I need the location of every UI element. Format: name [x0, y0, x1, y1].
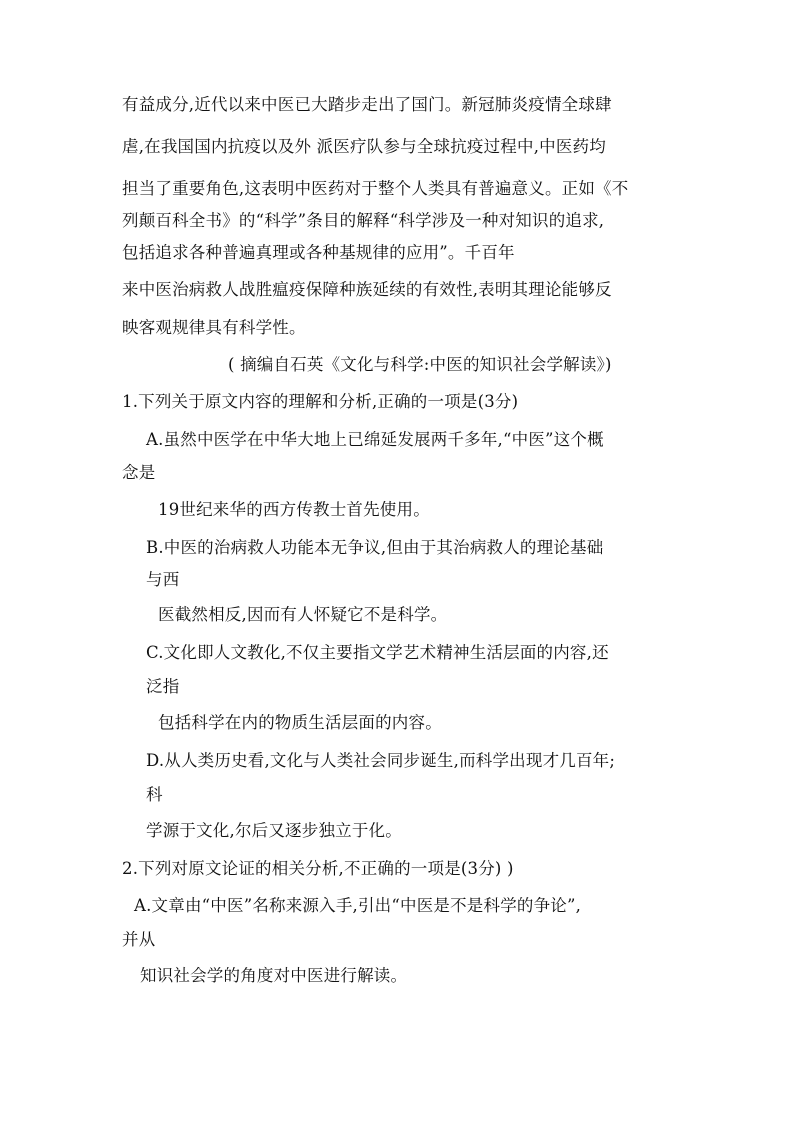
option-line: 并从	[122, 930, 156, 949]
option-line: D.从人类历史看,文化与人类社会同步诞生,而科学出现才几百年;	[146, 751, 616, 770]
passage-line: 虐,在我国国内抗疫以及外 派医疗队参与全球抗疫过程中,中医药均	[122, 137, 606, 156]
option-line: 知识社会学的角度对中医进行解读。	[140, 966, 408, 985]
option-line: A.虽然中医学在中华大地上已绵延发展两千多年,“中医”这个概	[146, 430, 604, 449]
option-line: 医截然相反,因而有人怀疑它不是科学。	[158, 605, 448, 624]
option-line: 包括科学在内的物质生活层面的内容。	[158, 713, 442, 732]
question-stem: 1.下列关于原文内容的理解和分析,正确的一项是(3分)	[122, 392, 519, 411]
passage-line: 列颠百科全书》的“科学”条目的解释“科学涉及一种对知识的追求,	[122, 211, 605, 230]
option-line: 与西	[146, 570, 180, 589]
option-line: 念是	[122, 463, 156, 482]
passage-line: 来中医治病救人战胜瘟疫保障种族延续的有效性,表明其理论能够反	[122, 280, 612, 299]
passage-line: 担当了重要角色,这表明中医药对于整个人类具有普遍意义。正如《不	[122, 179, 629, 198]
passage-line: 有益成分,近代以来中医已大踏步走出了国门。新冠肺炎疫情全球肆	[122, 95, 612, 114]
option-line: 学源于文化,尔后又逐步独立于化。	[146, 821, 402, 840]
option-line: 19世纪来华的西方传教士首先使用。	[158, 500, 430, 519]
passage-line: 包括追求各种普遍真理或各种基规律的应用”。千百年	[122, 243, 515, 262]
option-line: C.文化即人文教化,不仅主要指文学艺术精神生活层面的内容,还	[146, 643, 609, 662]
question-stem: 2.下列对原文论证的相关分析,不正确的一项是(3分) )	[122, 859, 514, 878]
passage-line: 映客观规律具有科学性。	[122, 318, 306, 337]
option-line: A.文章由“中医”名称来源入手,引出“中医是不是科学的争论”,	[134, 896, 582, 915]
option-line: B.中医的治病救人功能本无争议,但由于其治病救人的理论基础	[146, 538, 604, 557]
passage-source: ( 摘编自石英《文化与科学:中医的知识社会学解读》)	[228, 355, 612, 374]
option-line: 科	[146, 785, 163, 804]
option-line: 泛指	[146, 677, 180, 696]
